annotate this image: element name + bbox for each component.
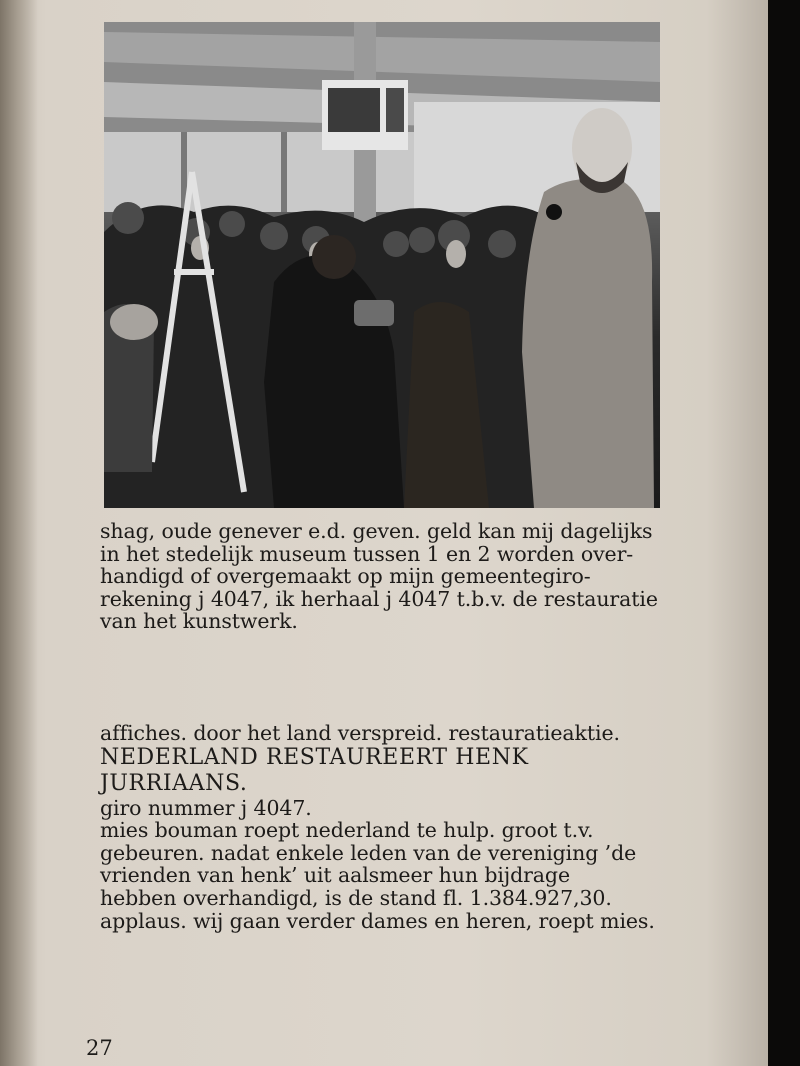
man-in-coat bbox=[522, 179, 654, 508]
text-line: handigd of overgemaakt op mijn gemeentegiro- bbox=[100, 564, 591, 589]
text-line: hebben overhandigd, is de stand fl. 1.384.927,30. bbox=[100, 885, 612, 910]
headline-line: NEDERLAND RESTAUREERT HENK bbox=[100, 744, 529, 770]
paragraph-1 bbox=[100, 520, 658, 633]
headline-line: JURRIAANS. bbox=[100, 770, 248, 796]
text-line: applaus. wij gaan verder dames en heren, roept mies. bbox=[100, 908, 655, 933]
text-line: giro nummer j 4047. bbox=[100, 795, 312, 820]
text-line: rekening j 4047, ik herhaal j 4047 t.b.v. de restauratie bbox=[100, 586, 658, 611]
text-line: van het kunstwerk. bbox=[100, 609, 298, 634]
text-line: affiches. door het land verspreid. restauratieaktie. bbox=[100, 721, 620, 745]
paragraph-2 bbox=[100, 722, 655, 932]
text-line: shag, oude genever e.d. geven. geld kan mij dagelijks bbox=[100, 519, 653, 543]
page-gutter-shadow bbox=[0, 0, 38, 1066]
camera bbox=[354, 300, 394, 326]
page-number: 27 bbox=[86, 1036, 113, 1060]
text-line: in het stedelijk museum tussen 1 en 2 worden over- bbox=[100, 541, 634, 566]
text-line: gebeuren. nadat enkele leden van de vereniging ’de bbox=[100, 840, 637, 865]
photo-illustration bbox=[104, 22, 660, 508]
text-line: mies bouman roept nederland te hulp. groot t.v. bbox=[100, 818, 594, 843]
crowd-photograph bbox=[104, 22, 660, 508]
text-line: vrienden van henk’ uit aalsmeer hun bijdrage bbox=[100, 863, 570, 888]
